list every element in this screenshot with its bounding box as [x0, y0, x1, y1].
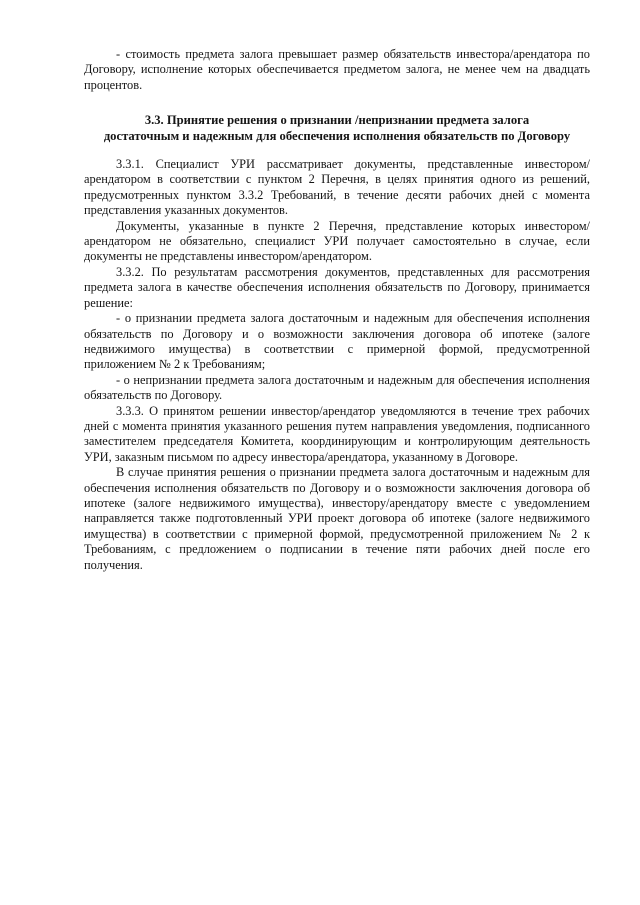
paragraph-3-3-2: 3.3.2. По результатам рассмотрения документов, представленных для рассмотрения предмета залога в качестве обеспечения исполнения обязательств по Договору, принимается решение:	[84, 264, 590, 310]
section-heading-line-2: достаточным и надежным для обеспечения исполнения обязательств по Договору	[103, 128, 571, 143]
section-heading	[84, 113, 590, 144]
section-heading-line-1: 3.3. Принятие решения о признании /непризнании предмета залога	[144, 113, 530, 128]
paragraph-final: В случае принятия решения о признании предмета залога достаточным и надежным для обеспечения исполнения обязательств по Договору и о возможности заключения договора об ипотеке (залоге недвижимого имущества), инвестору/арендатору вместе с уведомлением направляется также подготовленный УРИ проект договора об ипотеке (залоге недвижимого имущества) в соответствии с примерной формой, предусмотренной приложением № 2 к Требованиям, с предложением о подписании в течение пяти рабочих дней после его получения.	[84, 465, 590, 572]
paragraph-3-3-3: 3.3.3. О принятом решении инвестор/арендатор уведомляются в течение трех рабочих дней с момента принятия указанного решения путем направления уведомления, подписанного заместителем председателя Комитета, координирующим и контролирующим деятельность УРИ, заказным письмом по адресу инвестора/арендатора, указанному в Договоре.	[84, 403, 590, 464]
paragraph-collateral-value: - стоимость предмета залога превышает размер обязательств инвестора/арендатора по Договору, исполнение которых обеспечивается предметом залога, не менее чем на двадцать процентов.	[84, 47, 590, 92]
document-page	[84, 47, 590, 573]
paragraph-3-3-1: 3.3.1. Специалист УРИ рассматривает документы, представленные инвестором/арендатором в соответствии с пунктом 2 Перечня, в целях принятия одного из решений, предусмотренных пунктом 3.3.2 Требований, в течение десяти рабочих дней с момента представления указанных документов.	[84, 157, 590, 218]
paragraph-decision-nonrecognition: - о непризнании предмета залога достаточным и надежным для обеспечения исполнения обязательств по Договору.	[84, 372, 590, 403]
paragraph-decision-recognition: - о признании предмета залога достаточным и надежным для обеспечения исполнения обязательств по Договору и о возможности заключения договора об ипотеке (залоге недвижимого имущества) в соответствии с примерной формой, предусмотренной приложением № 2 к Требованиям;	[84, 311, 590, 372]
paragraph-documents: Документы, указанные в пункте 2 Перечня, представление которых инвестором/арендатором не обязательно, специалист УРИ получает самостоятельно в случае, если документы не представлены инвестором/арендатором.	[84, 218, 590, 264]
